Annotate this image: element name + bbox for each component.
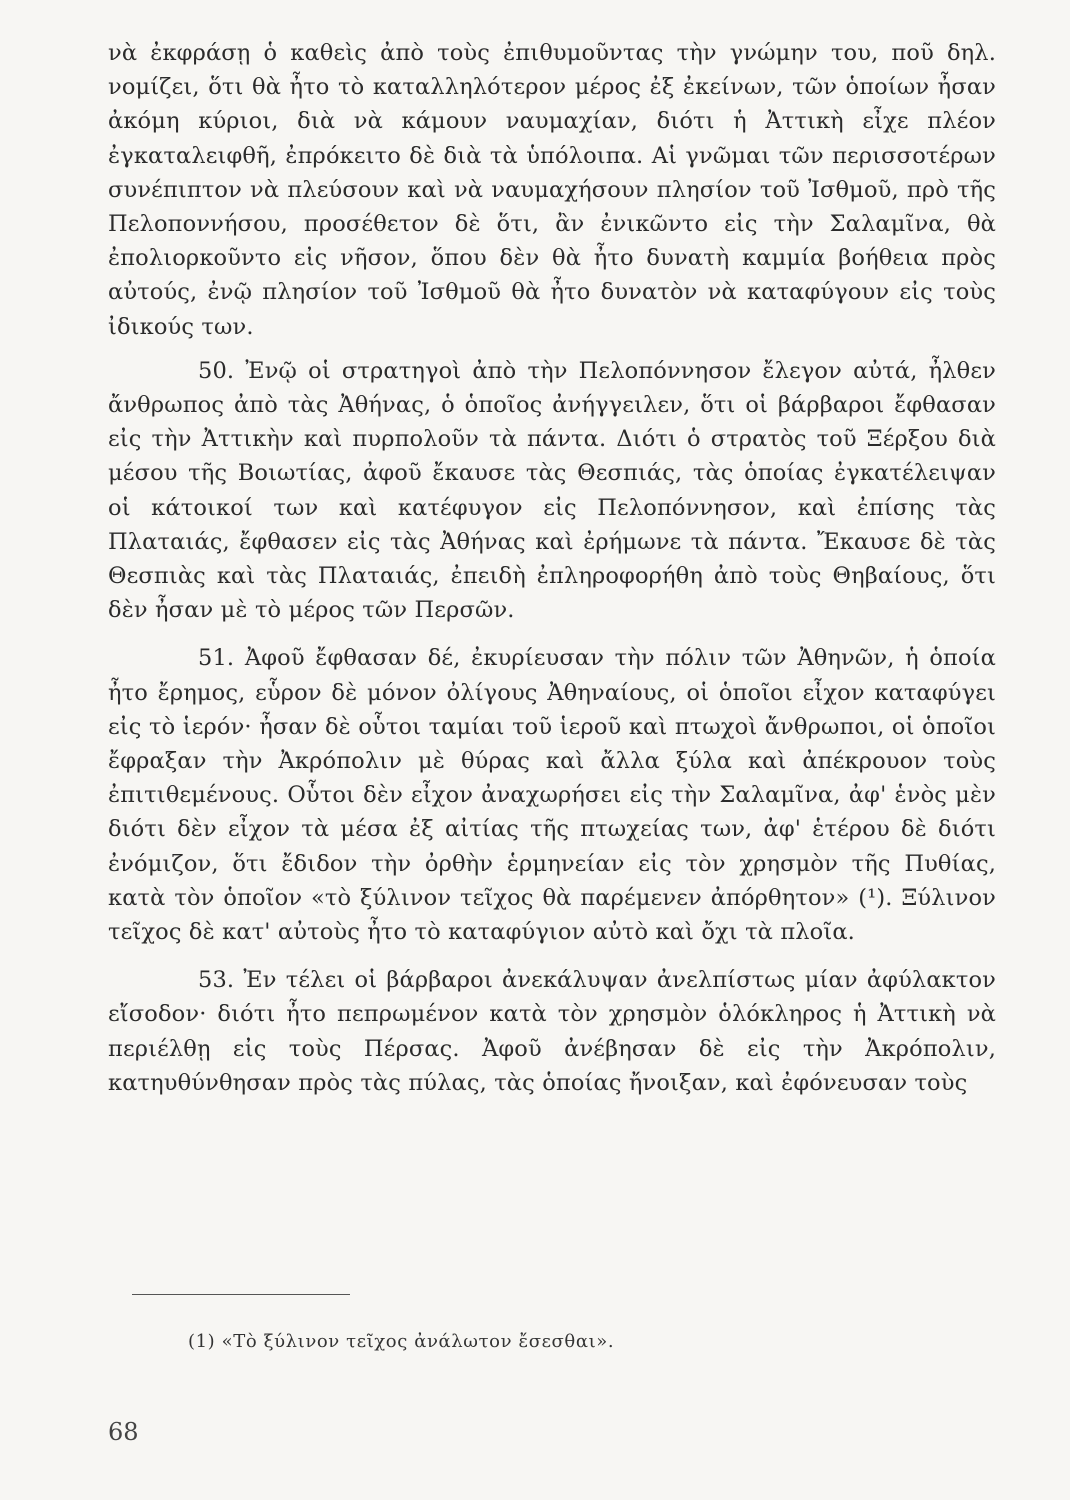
paragraph-continuation: νὰ ἐκφράσῃ ὁ καθεὶς ἀπὸ τοὺς ἐπιθυμοῦντας τὴν γνώμην του, ποῦ δηλ. νομίζει, ὅτι θὰ ἦτο τὸ καταλληλότερον μέρος ἐξ ἐκείνων, τῶν ὁποίων ἦσαν ἀκόμη κύριοι, διὰ νὰ κάμουν ναυμαχίαν, διότι ἡ Ἀττικὴ εἶχε πλέον ἐγκαταλειφθῆ, ἐπρόκειτο δὲ διὰ τὰ ὑπόλοιπα. Αἱ γνῶμαι τῶν περισσοτέρων συνέπιπτον νὰ πλεύσουν καὶ νὰ ναυμαχήσουν πλησίον τοῦ Ἰσθμοῦ, πρὸ τῆς Πελοποννήσου, προσέθετον δὲ ὅτι, ἂν ἐνικῶντο εἰς τὴν Σαλαμῖνα, θὰ ἐπολιορκοῦντο εἰς νῆσον, ὅπου δὲν θὰ ἦτο δυνατὴ καμμία βοήθεια πρὸς αὐτούς, ἐνῷ πλησίον τοῦ Ἰσθμοῦ θὰ ἦτο δυνατὸν νὰ καταφύγουν εἰς τοὺς ἰδικούς των.	[108, 40, 996, 340]
footnote-divider	[132, 1294, 350, 1295]
paragraph-51: 51. Ἀφοῦ ἔφθασαν δέ, ἐκυρίευσαν τὴν πόλιν τῶν Ἀθηνῶν, ἡ ὁποία ἦτο ἔρημος, εὗρον δὲ μόνον ὀλίγους Ἀθηναίους, οἱ ὁποῖοι εἶχον καταφύγει εἰς τὸ ἱερόν· ἦσαν δὲ οὗτοι ταμίαι τοῦ ἱεροῦ καὶ πτωχοὶ ἄνθρωποι, οἱ ὁποῖοι ἔφραξαν τὴν Ἀκρόπολιν μὲ θύρας καὶ ἄλλα ξύλα καὶ ἀπέκρουον τοὺς ἐπιτιθεμένους. Οὗτοι δὲν εἶχον ἀναχωρήσει εἰς τὴν Σαλαμῖνα, ἀφ' ἑνὸς μὲν διότι δὲν εἶχον τὰ μέσα ἐξ αἰτίας τῆς πτωχείας των, ἀφ' ἑτέρου δὲ διότι ἐνόμιζον, ὅτι ἔδιδον τὴν ὀρθὴν ἑρμηνείαν εἰς τὸν χρησμὸν τῆς Πυθίας, κατὰ τὸν ὁποῖον «τὸ ξύλινον τεῖχος θὰ παρέμενεν ἀπόρθητον» (¹). Ξύλινον τεῖχος δὲ κατ' αὐτοὺς ἦτο τὸ καταφύγιον αὐτὸ καὶ ὄχι τὰ πλοῖα.	[108, 645, 996, 946]
book-page	[108, 36, 996, 1476]
paragraph-50: 50. Ἐνῷ οἱ στρατηγοὶ ἀπὸ τὴν Πελοπόννησον ἔλεγον αὐτά, ἦλθεν ἄνθρωπος ἀπὸ τὰς Ἀθήνας, ὁ ὁποῖος ἀνήγγειλεν, ὅτι οἱ βάρβαροι ἔφθασαν εἰς τὴν Ἀττικὴν καὶ πυρπολοῦν τὰ πάντα. Διότι ὁ στρατὸς τοῦ Ξέρξου διὰ μέσου τῆς Βοιωτίας, ἀφοῦ ἔκαυσε τὰς Θεσπιάς, τὰς ὁποίας ἐγκατέλειψαν οἱ κάτοικοί των καὶ κατέφυγον εἰς Πελοπόννησον, καὶ ἐπίσης τὰς Πλαταιάς, ἔφθασεν εἰς τὰς Ἀθήνας καὶ ἐρήμωνε τὰ πάντα. Ἔκαυσε δὲ τὰς Θεσπιὰς καὶ τὰς Πλαταιάς, ἐπειδὴ ἐπληροφορήθη ἀπὸ τοὺς Θηβαίους, ὅτι δὲν ἦσαν μὲ τὸ μέρος τῶν Περσῶν.	[108, 357, 996, 624]
page-number: 68	[108, 1418, 139, 1446]
paragraph-53: 53. Ἐν τέλει οἱ βάρβαροι ἀνεκάλυψαν ἀνελπίστως μίαν ἀφύλακτον εἴσοδον· διότι ἦτο πεπρωμένον κατὰ τὸν χρησμὸν ὁλόκληρος ἡ Ἀττικὴ νὰ περιέλθῃ εἰς τοὺς Πέρσας. Ἀφοῦ ἀνέβησαν δὲ εἰς τὴν Ἀκρόπολιν, κατηυθύνθησαν πρὸς τὰς πύλας, τὰς ὁποίας ἤνοιξαν, καὶ ἐφόνευσαν τοὺς	[108, 967, 996, 1096]
footnote: (1) «Τὸ ξύλινον τεῖχος ἀνάλωτον ἔσεσθαι».	[188, 1331, 615, 1352]
